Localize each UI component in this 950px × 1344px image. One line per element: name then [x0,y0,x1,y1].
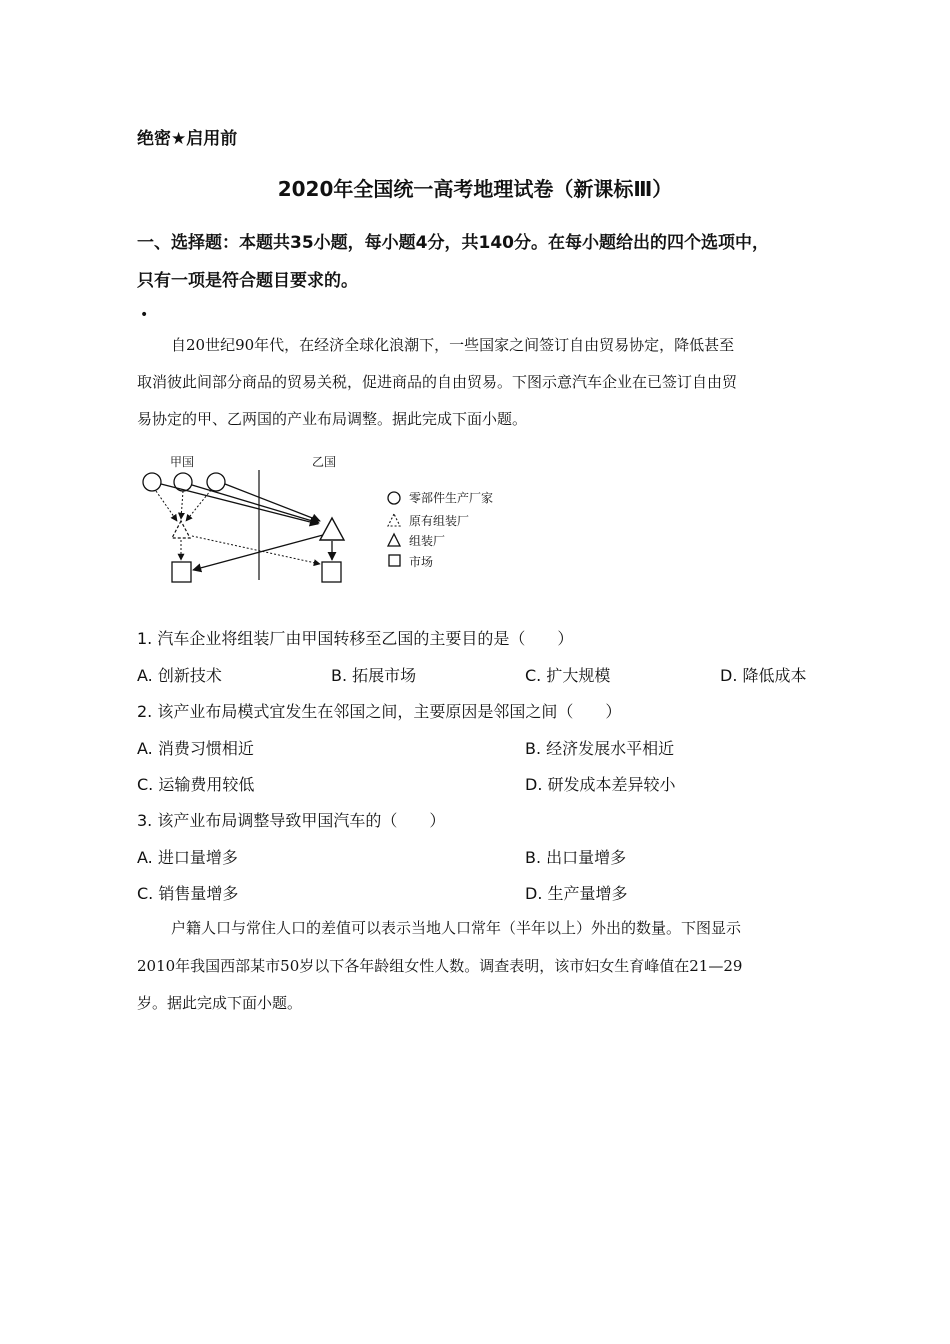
question-1-option-b[interactable]: B. 拓展市场 [331,666,417,685]
original-assembly-plant [172,521,190,538]
legend-label-3: 组装厂 [409,534,446,548]
legend-triangle-icon [388,534,400,546]
question-1-stem: 1. 汽车企业将组装厂由甲国转移至乙国的主要目的是（ ） [137,629,574,648]
question-3-option-d[interactable]: D. 生产量增多 [525,884,628,903]
question-3-option-c[interactable]: C. 销售量增多 [137,884,239,903]
question-1-option-d[interactable]: D. 降低成本 [720,666,807,685]
passage2-line3: 岁。据此完成下面小题。 [137,994,303,1012]
section-heading-line1: 一、选择题：本题共35小题，每小题4分，共140分。在每小题给出的四个选项中， [137,233,769,253]
assembly-plant [320,518,344,540]
passage1-line3: 易协定的甲、乙两国的产业布局调整。据此完成下面小题。 [137,410,528,428]
secret-label: 绝密★启用前 [137,129,238,149]
question-3-option-a[interactable]: A. 进口量增多 [137,848,238,867]
question-1-option-c[interactable]: C. 扩大规模 [525,666,611,685]
dotted-flow-3 [186,490,211,521]
passage2-line2: 2010年我国西部某市50岁以下各年龄组女性人数。调查表明，该市妇女生育峰值在21—29 [137,957,743,975]
legend-label-4: 市场 [409,555,434,569]
country-a-label: 甲国 [170,455,195,469]
page-title: 2020年全国统一高考地理试卷（新课标Ⅲ） [277,177,673,201]
market-a [172,562,191,582]
question-3-option-b[interactable]: B. 出口量增多 [525,848,627,867]
question-2-option-d[interactable]: D. 研发成本差异较小 [525,775,676,794]
legend-label-1: 零部件生产厂家 [409,491,494,505]
question-2-stem: 2. 该产业布局模式宜发生在邻国之间，主要原因是邻国之间（ ） [137,702,622,721]
question-2-option-a[interactable]: A. 消费习惯相近 [137,739,254,758]
dotted-flow-1 [156,491,177,521]
solid-flow-2 [192,485,319,523]
question-2-option-c[interactable]: C. 运输费用较低 [137,775,255,794]
question-3-stem: 3. 该产业布局调整导致甲国汽车的（ ） [137,811,446,830]
bullet-marker: • [140,307,149,323]
industry-layout-diagram [130,448,530,588]
passage1-line2: 取消彼此间部分商品的贸易关税，促进商品的自由贸易。下图示意汽车企业在已签订自由贸 [137,373,738,391]
dotted-flow-2 [181,491,183,519]
question-2-option-b[interactable]: B. 经济发展水平相近 [525,739,675,758]
legend-circle-icon [388,492,400,504]
country-b-label: 乙国 [312,455,337,469]
parts-factory-3 [207,473,225,491]
legend-square-icon [389,555,400,566]
passage1-line1: 自20世纪90年代，在经济全球化浪潮下，一些国家之间签订自由贸易协定，降低甚至 [171,336,735,354]
parts-factory-1 [143,473,161,491]
legend-dashed-triangle-icon [388,514,400,526]
question-1-option-a[interactable]: A. 创新技术 [137,666,222,685]
solid-flow-3 [225,484,320,521]
section-heading-line2: 只有一项是符合题目要求的。 [137,271,358,291]
passage2-line1: 户籍人口与常住人口的差值可以表示当地人口常年（半年以上）外出的数量。下图显示 [171,919,742,937]
market-b [322,562,341,582]
legend-label-2: 原有组装厂 [409,514,470,528]
dotted-flow-5 [192,536,320,564]
